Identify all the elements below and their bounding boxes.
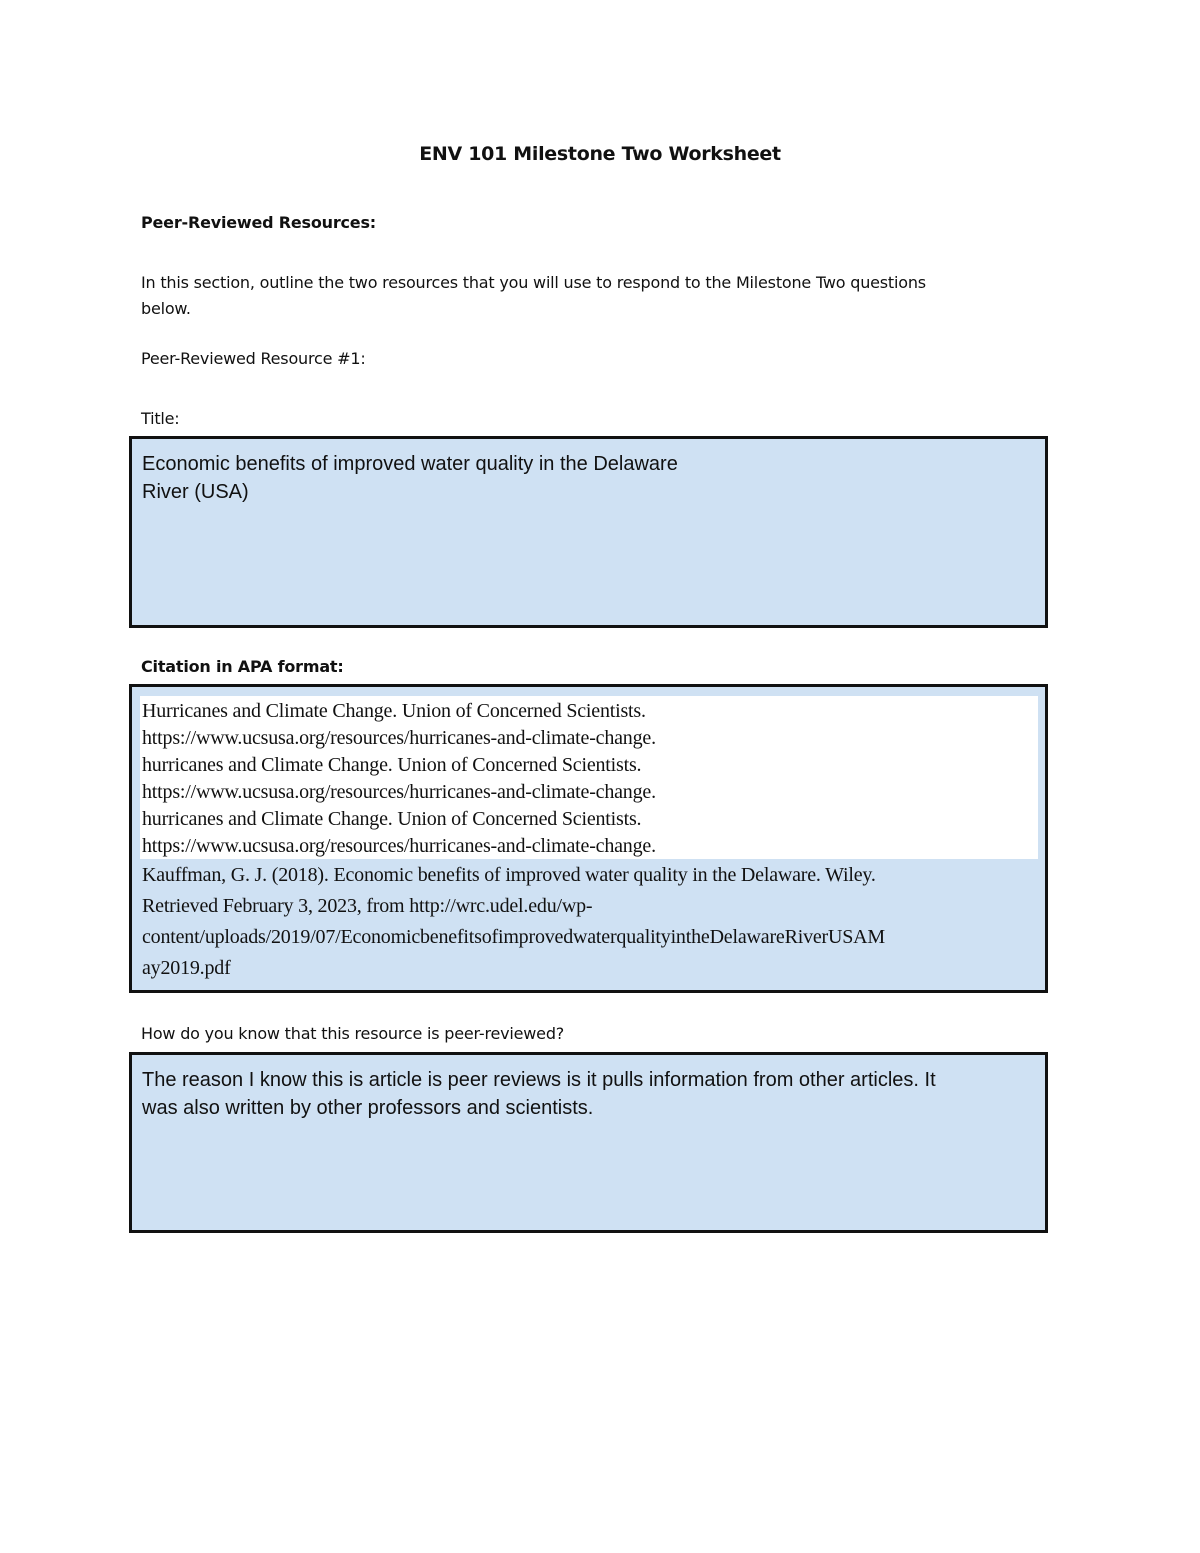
peer-review-answer-line: The reason I know this is article is peer reviews is it pulls information from other articles. It	[142, 1069, 936, 1091]
citation-line: hurricanes and Climate Change. Union of Concerned Scientists.	[142, 808, 642, 830]
citation-line: hurricanes and Climate Change. Union of Concerned Scientists.	[142, 754, 642, 776]
citation-main-line: content/uploads/2019/07/EconomicbenefitsofimprovedwaterqualityintheDelawareRiverUSAM	[142, 926, 886, 948]
citation-main-line: Kauffman, G. J. (2018). Economic benefits of improved water quality in the Delaware. Wiley.	[142, 864, 876, 886]
intro-paragraph	[141, 270, 1041, 322]
citation-line: https://www.ucsusa.org/resources/hurricanes-and-climate-change.	[142, 781, 656, 803]
resource-heading: Peer-Reviewed Resource #1:	[141, 349, 366, 368]
peer-review-answer-box[interactable]	[129, 1052, 1048, 1233]
title-answer-text	[132, 439, 1045, 506]
citation-text-block	[142, 698, 1047, 984]
peer-review-answer-line: was also written by other professors and scientists.	[142, 1097, 594, 1119]
citation-main-line: Retrieved February 3, 2023, from http://wrc.udel.edu/wp-	[142, 895, 593, 917]
citation-line: https://www.ucsusa.org/resources/hurricanes-and-climate-change.	[142, 835, 656, 857]
section-heading: Peer-Reviewed Resources:	[141, 213, 376, 232]
intro-line: below.	[141, 299, 191, 318]
document-title: ENV 101 Milestone Two Worksheet	[419, 143, 781, 165]
intro-line: In this section, outline the two resources that you will use to respond to the Milestone Two questions	[141, 273, 926, 292]
title-answer-line: Economic benefits of improved water quality in the Delaware	[142, 453, 678, 475]
citation-line: Hurricanes and Climate Change. Union of Concerned Scientists.	[142, 700, 646, 722]
title-answer-box[interactable]	[129, 436, 1048, 628]
peer-review-label: How do you know that this resource is peer-reviewed?	[141, 1024, 565, 1043]
citation-answer-box[interactable]	[129, 684, 1048, 993]
title-label: Title:	[141, 409, 180, 428]
title-answer-line: River (USA)	[142, 481, 249, 503]
peer-review-answer-text	[132, 1055, 1045, 1122]
citation-line: https://www.ucsusa.org/resources/hurricanes-and-climate-change.	[142, 727, 656, 749]
citation-main-reference	[142, 860, 1047, 984]
citation-main-line: ay2019.pdf	[142, 957, 231, 979]
citation-label: Citation in APA format:	[141, 657, 344, 676]
